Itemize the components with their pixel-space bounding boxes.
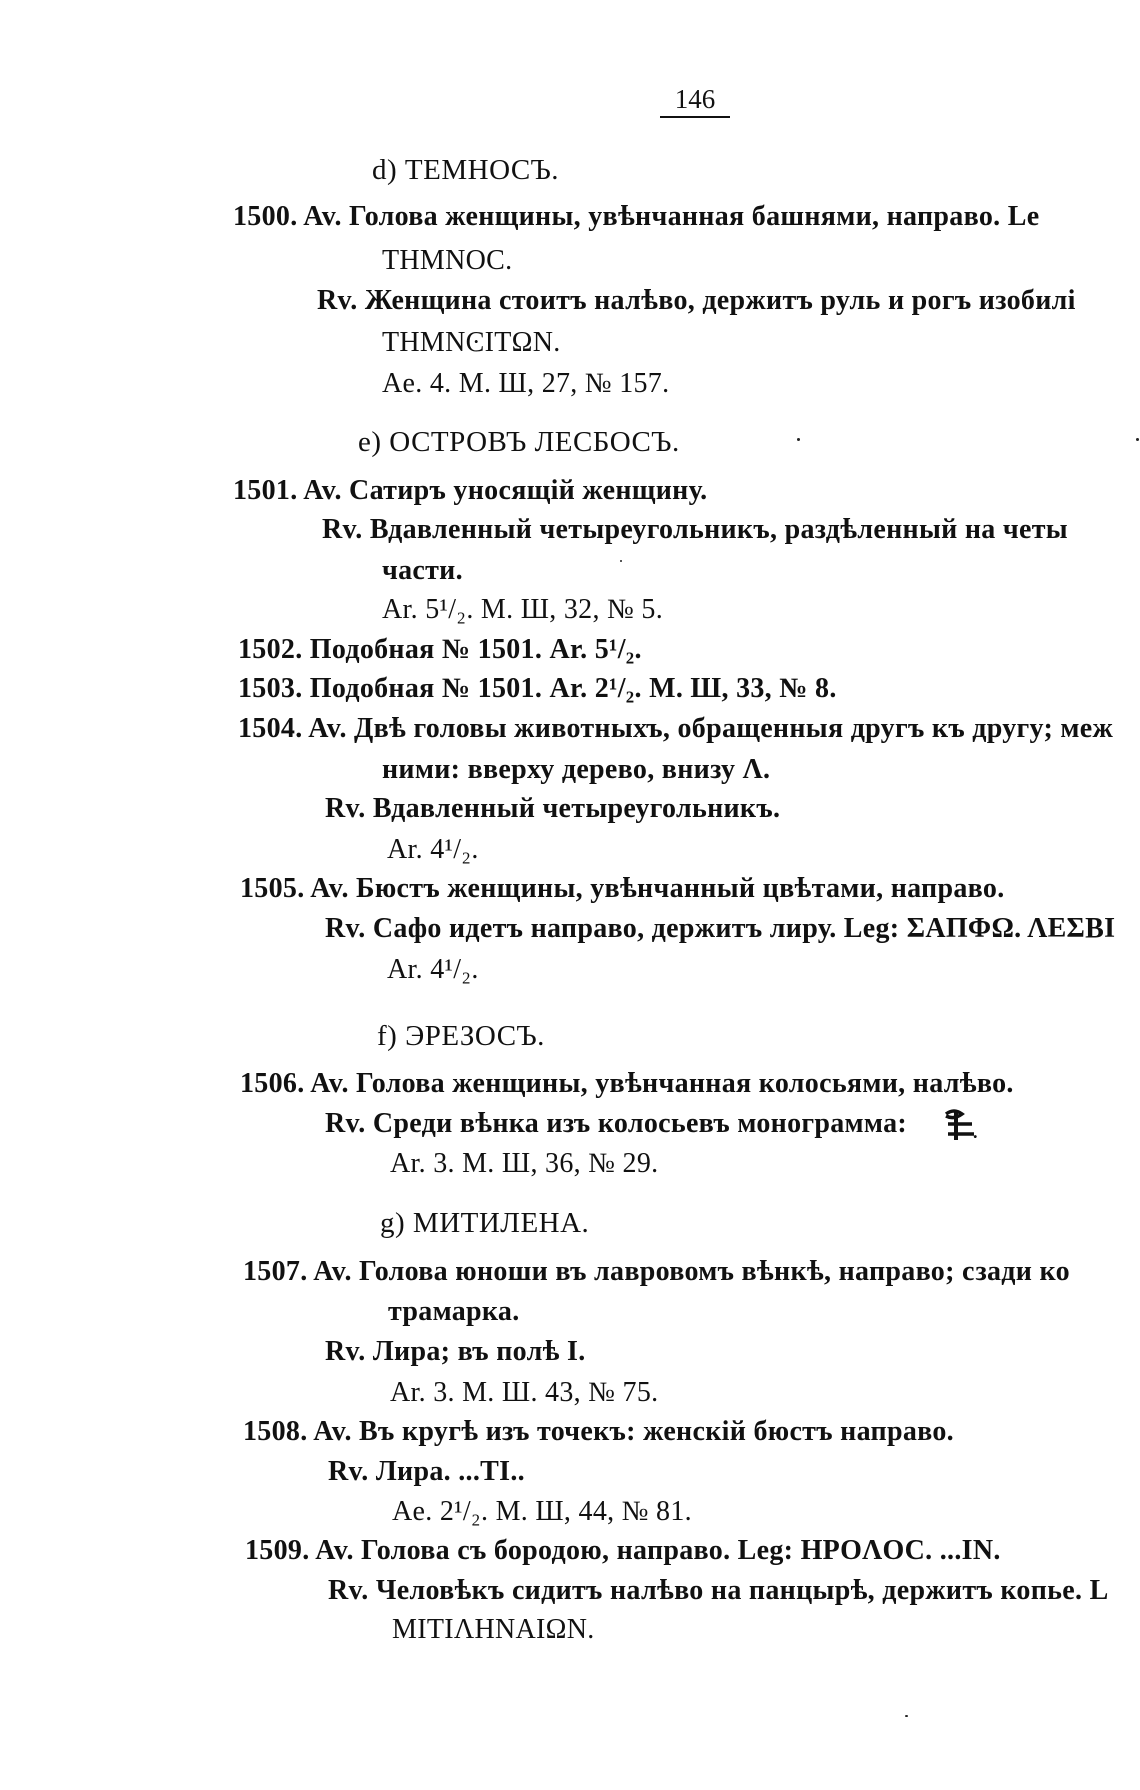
- text-line: 1501. Av. Сатиръ уносящій женщину.: [233, 475, 708, 506]
- text-line: Rv. Лира. ...TI..: [328, 1456, 525, 1487]
- text-line: 1506. Av. Голова женщины, увѣнчанная колосьями, налѣво.: [240, 1068, 1014, 1099]
- text-line: 1507. Av. Голова юноши въ лавровомъ вѣнкѣ, направо; сзади ко: [243, 1256, 1070, 1287]
- text-line: Rv. Женщина стоитъ налѣво, держитъ руль и рогъ изобилі: [317, 285, 1076, 316]
- svg-text:.: .: [973, 1122, 978, 1142]
- text-line: Ae. 4. M. Ш, 27, № 157.: [382, 368, 670, 399]
- text-line: Rv. Сафо идетъ направо, держитъ лиру. Leg: ΣΑΠΦΩ. ΛΕΣΒΙ: [325, 913, 1116, 944]
- text-line: THMNOC.: [382, 245, 513, 276]
- section-heading: g) МИТИЛЕНА.: [380, 1207, 590, 1239]
- text-line: Rv. Вдавленный четыреугольникъ.: [325, 793, 781, 824]
- text-line: Ae. 2¹/₂. M. Ш, 44, № 81.: [392, 1496, 692, 1527]
- text-line: ними: вверху дерево, внизу Λ.: [382, 754, 771, 785]
- text-line: 1505. Av. Бюстъ женщины, увѣнчанный цвѣтами, направо.: [240, 873, 1005, 904]
- text-line: Ar. 4¹/₂.: [387, 834, 479, 865]
- text-line: трамарка.: [388, 1296, 520, 1327]
- text-line: Rv. Вдавленный четыреугольникъ, раздѣленный на четы: [322, 514, 1068, 545]
- page-number: 146: [660, 82, 730, 118]
- text-line: MITIΛHNAIΩN.: [392, 1614, 595, 1645]
- text-line: 1500. Av. Голова женщины, увѣнчанная башнями, направо. Le: [233, 201, 1040, 232]
- text-line: 1508. Av. Въ кругѣ изъ точекъ: женскій бюстъ направо.: [243, 1416, 954, 1447]
- print-speck: [1136, 438, 1139, 441]
- text-line: 1503. Подобная № 1501. Ar. 2¹/₂. M. Ш, 33, № 8.: [238, 673, 837, 704]
- text-line: Ar. 3. M. Ш, 36, № 29.: [390, 1148, 659, 1179]
- print-speck: [905, 1715, 908, 1717]
- section-heading: f) ЭРЕЗОСЪ.: [377, 1020, 545, 1052]
- text-line: 1502. Подобная № 1501. Ar. 5¹/₂.: [238, 634, 642, 665]
- text-line: Ar. 3. M. Ш. 43, № 75.: [390, 1377, 659, 1408]
- section-heading: d) ТЕМНОСЪ.: [372, 154, 560, 186]
- text-line: THMNϾITΩN.: [382, 327, 561, 358]
- section-heading: e) ОСТРОВЪ ЛЕСБОСЪ.: [358, 426, 680, 458]
- text-line: 1504. Av. Двѣ головы животныхъ, обращенныя другъ къ другу; меж: [238, 713, 1114, 744]
- text-line: Rv. Человѣкъ сидитъ налѣво на панцырѣ, держитъ копье. L: [328, 1575, 1109, 1606]
- text-line: Rv. Среди вѣнка изъ колосьевъ монограмма:: [325, 1108, 908, 1139]
- print-speck: [620, 560, 622, 562]
- text-line: Ar. 5¹/₂. M. Ш, 32, № 5.: [382, 594, 663, 625]
- text-line: части.: [382, 555, 463, 586]
- text-line: 1509. Av. Голова съ бородою, направо. Leg: HPOΛOC. ...IN.: [245, 1535, 1001, 1566]
- text-line: Rv. Лира; въ полѣ I.: [325, 1336, 586, 1367]
- text-line: Ar. 4¹/₂.: [387, 954, 479, 985]
- print-speck: [797, 438, 800, 441]
- monogram-icon: [940, 1108, 978, 1142]
